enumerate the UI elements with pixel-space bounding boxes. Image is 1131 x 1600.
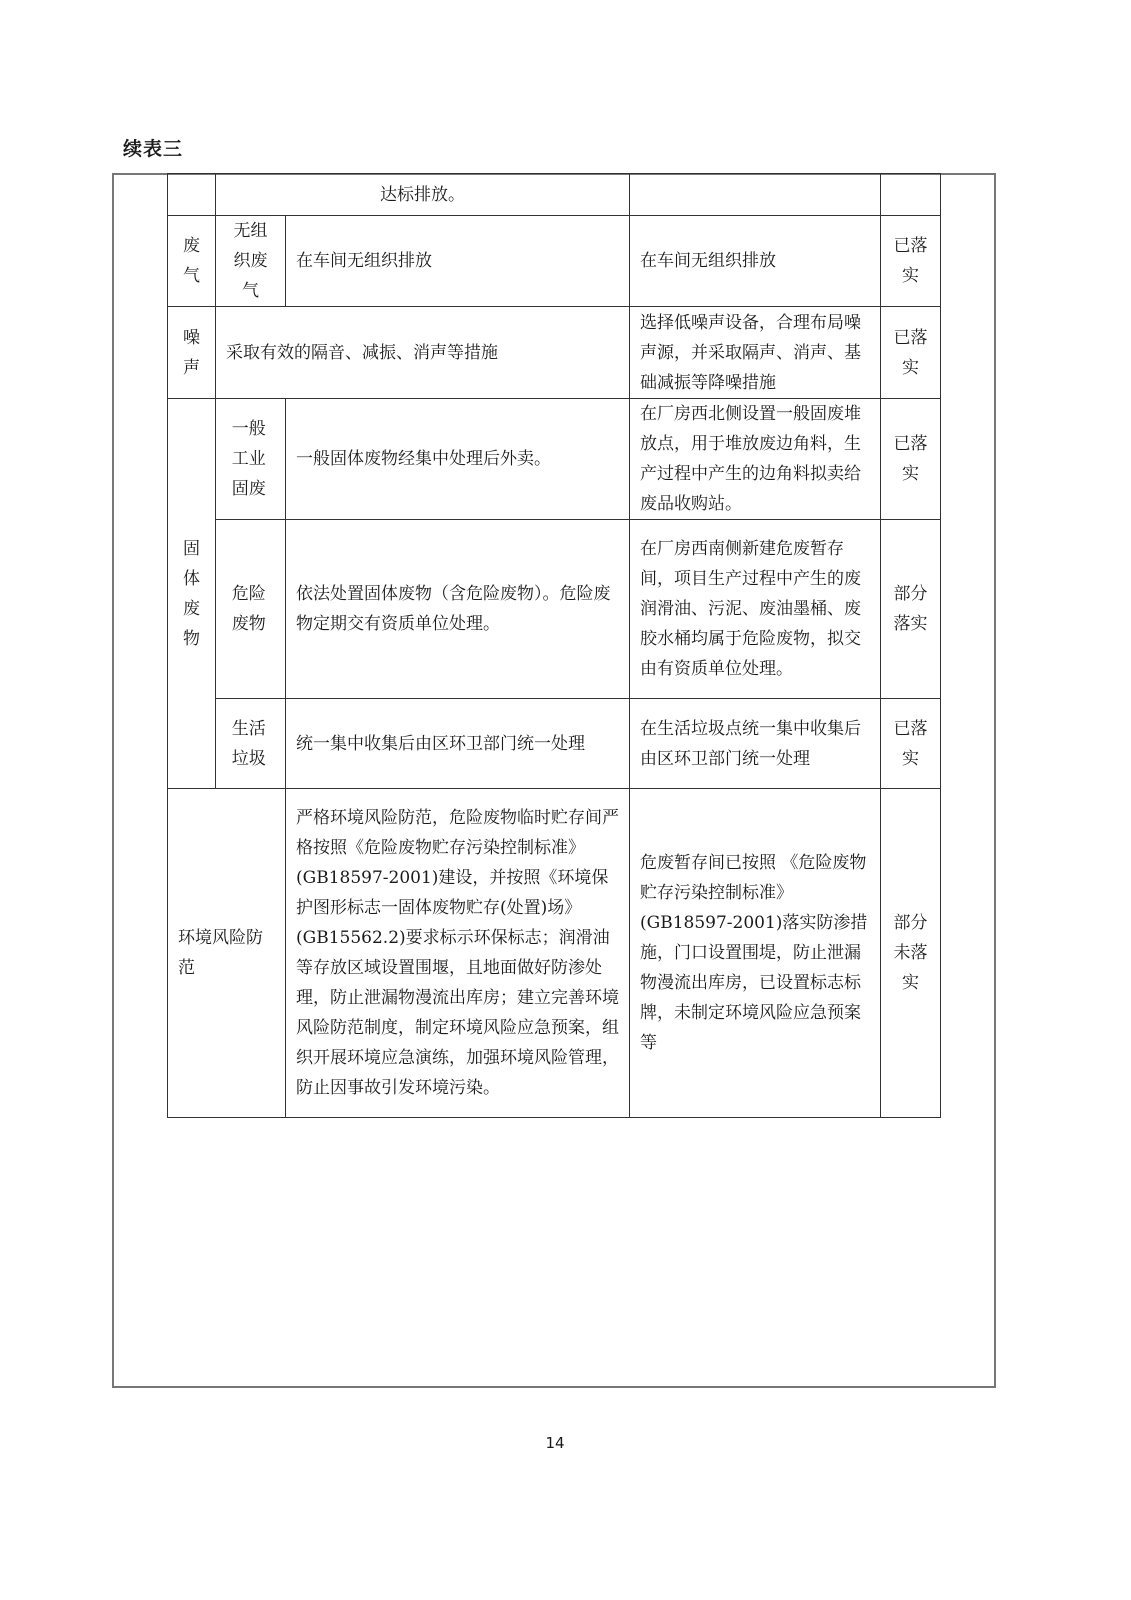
category-cell: 环境风险防范 [168,789,286,1118]
status-cell: 已落实 [881,307,941,399]
implementation-cell [630,174,881,216]
environmental-measures-table [167,173,941,1118]
status-cell: 已落实 [881,699,941,789]
subcategory-cell: 危险废物 [216,520,286,699]
table-row [168,399,941,520]
requirement-cell: 在车间无组织排放 [286,216,630,307]
status-cell [881,174,941,216]
subcategory-cell: 无组织废气 [216,216,286,307]
requirement-cell: 统一集中收集后由区环卫部门统一处理 [286,699,630,789]
category-cell [168,174,216,216]
status-cell: 已落实 [881,216,941,307]
status-cell: 部分未落实 [881,789,941,1118]
implementation-cell: 在车间无组织排放 [630,216,881,307]
status-cell: 已落实 [881,399,941,520]
subcategory-cell: 一般工业固废 [216,399,286,520]
category-cell: 噪声 [168,307,216,399]
requirement-cell: 达标排放。 [216,174,630,216]
implementation-cell: 选择低噪声设备，合理布局噪声源，并采取隔声、消声、基础减振等降噪措施 [630,307,881,399]
implementation-cell: 在厂房西北侧设置一般固废堆放点，用于堆放废边角料，生产过程中产生的边角料拟卖给废品收购站。 [630,399,881,520]
category-cell: 固体废物 [168,399,216,789]
continuation-title: 续表三 [123,138,184,160]
requirement-cell: 一般固体废物经集中处理后外卖。 [286,399,630,520]
subcategory-cell: 生活垃圾 [216,699,286,789]
page-number: 14 [545,1434,565,1452]
table-row [168,216,941,307]
table-row [168,307,941,399]
implementation-cell: 危废暂存间已按照 《危险废物贮存污染控制标准》(GB18597-2001)落实防渗措施，门口设置围堤，防止泄漏物漫流出库房，已设置标志标牌，未制定环境风险应急预案等 [630,789,881,1118]
status-cell: 部分落实 [881,520,941,699]
implementation-cell: 在生活垃圾点统一集中收集后由区环卫部门统一处理 [630,699,881,789]
table-row [168,789,941,1118]
requirement-cell: 严格环境风险防范，危险废物临时贮存间严格按照《危险废物贮存污染控制标准》(GB18597-2001)建设，并按照《环境保护图形标志一固体废物贮存(处置)场》(GB15562.2)要求标示环保标志；润滑油等存放区域设置围堰，且地面做好防渗处理，防止泄漏物漫流出库房；建立完善环境风险防范制度，制定环境风险应急预案，组织开展环境应急演练，加强环境风险管理，防止因事故引发环境污染。 [286,789,630,1118]
table-row [168,699,941,789]
requirement-cell: 采取有效的隔音、减振、消声等措施 [216,307,630,399]
requirement-cell: 依法处置固体废物（含危险废物）。危险废物定期交有资质单位处理。 [286,520,630,699]
category-cell: 废气 [168,216,216,307]
table-row [168,174,941,216]
implementation-cell: 在厂房西南侧新建危废暂存间，项目生产过程中产生的废润滑油、污泥、废油墨桶、废胶水桶均属于危险废物，拟交由有资质单位处理。 [630,520,881,699]
table-row [168,520,941,699]
